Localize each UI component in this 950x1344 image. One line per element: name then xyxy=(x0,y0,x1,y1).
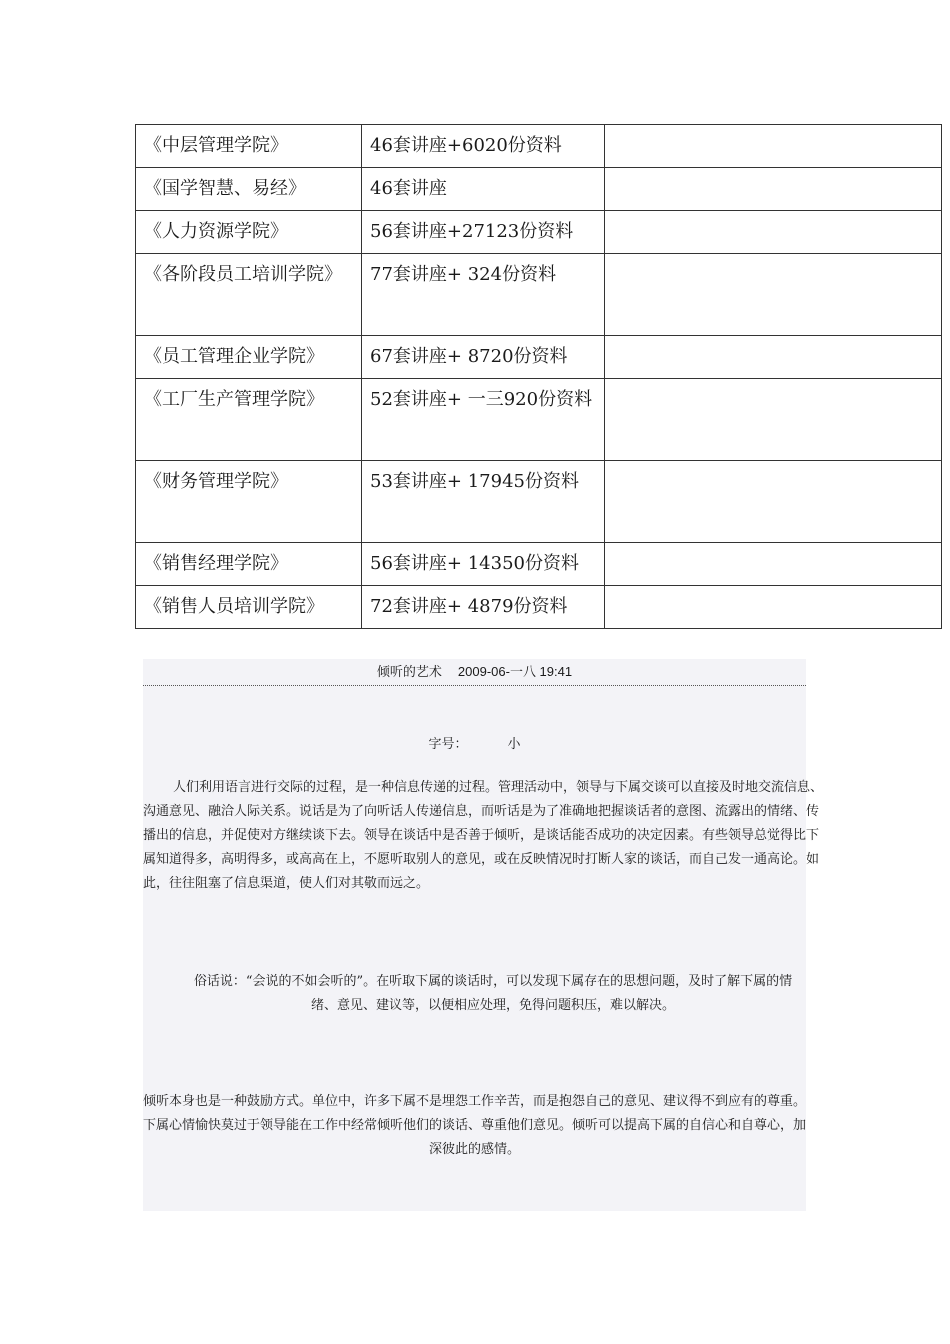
course-name-cell: 《国学智慧、易经》 xyxy=(136,168,362,211)
article-paragraph-3: 倾听本身也是一种鼓励方式。单位中，许多下属不是埋怨工作辛苦，而是抱怨自己的意见、建议得不到应有的尊重。下属心情愉快莫过于领导能在工作中经常倾听他们的谈话、尊重他们意见。倾听可以提高下属的自信心和自尊心，加深彼此的感情。 xyxy=(143,1094,807,1157)
course-note-cell xyxy=(605,211,942,254)
article-date: 2009-06-一八 19:41 xyxy=(457,664,573,679)
article-paragraph-2: 俗话说：“会说的不如会听的”。在听取下属的谈话时，可以发现下属存在的思想问题，及时了解下属的情绪、意见、建议等，以便相应处理，免得问题积压，难以解决。 xyxy=(193,974,793,1013)
table-row xyxy=(136,254,942,336)
course-content-cell: 53套讲座+ 17945份资料 xyxy=(362,461,605,543)
table-row xyxy=(136,543,942,586)
catalog-body xyxy=(136,125,942,629)
course-note-cell xyxy=(605,125,942,168)
course-content-cell: 67套讲座+ 8720份资料 xyxy=(362,336,605,379)
table-row xyxy=(136,125,942,168)
course-name-cell: 《销售经理学院》 xyxy=(136,543,362,586)
course-note-cell xyxy=(605,461,942,543)
font-size-control xyxy=(143,733,806,752)
table-row xyxy=(136,336,942,379)
course-content-cell: 52套讲座+ 一三920份资料 xyxy=(362,379,605,461)
course-content-cell: 77套讲座+ 324份资料 xyxy=(362,254,605,336)
course-name-cell: 《中层管理学院》 xyxy=(136,125,362,168)
course-name-cell: 《财务管理学院》 xyxy=(136,461,362,543)
table-row xyxy=(136,586,942,629)
course-content-cell: 56套讲座+27123份资料 xyxy=(362,211,605,254)
article-title: 倾听的艺术 xyxy=(376,664,442,679)
font-size-small-option[interactable]: 小 xyxy=(507,737,521,752)
course-content-cell: 56套讲座+ 14350份资料 xyxy=(362,543,605,586)
course-note-cell xyxy=(605,379,942,461)
course-name-cell: 《各阶段员工培训学院》 xyxy=(136,254,362,336)
table-row xyxy=(136,461,942,543)
course-name-cell: 《销售人员培训学院》 xyxy=(136,586,362,629)
course-note-cell xyxy=(605,336,942,379)
course-note-cell xyxy=(605,543,942,586)
course-name-cell: 《人力资源学院》 xyxy=(136,211,362,254)
article-header xyxy=(143,659,806,686)
course-content-cell: 46套讲座 xyxy=(362,168,605,211)
font-size-label: 字号： xyxy=(428,737,468,752)
table-row xyxy=(136,379,942,461)
course-content-cell: 46套讲座+6020份资料 xyxy=(362,125,605,168)
catalog-table xyxy=(135,124,942,629)
course-note-cell xyxy=(605,168,942,211)
course-name-cell: 《工厂生产管理学院》 xyxy=(136,379,362,461)
course-note-cell xyxy=(605,586,942,629)
article-paragraph-1: 人们利用语言进行交际的过程，是一种信息传递的过程。管理活动中，领导与下属交谈可以直接及时地交流信息、沟通意见、融洽人际关系。说话是为了向听话人传递信息，而听话是为了准确地把握谈话者的意图、流露出的情绪、传播出的信息，并促使对方继续谈下去。领导在谈话中是否善于倾听，是谈话能否成功的决定因素。有些领导总觉得比下属知道得多，高明得多，或高高在上，不愿听取别人的意见，或在反映情况时打断人家的谈话，而自己发一通高论。如此，往往阻塞了信息渠道，使人们对其敬而远之。 xyxy=(143,780,824,891)
table-row xyxy=(136,168,942,211)
course-name-cell: 《员工管理企业学院》 xyxy=(136,336,362,379)
table-row xyxy=(136,211,942,254)
course-content-cell: 72套讲座+ 4879份资料 xyxy=(362,586,605,629)
course-note-cell xyxy=(605,254,942,336)
